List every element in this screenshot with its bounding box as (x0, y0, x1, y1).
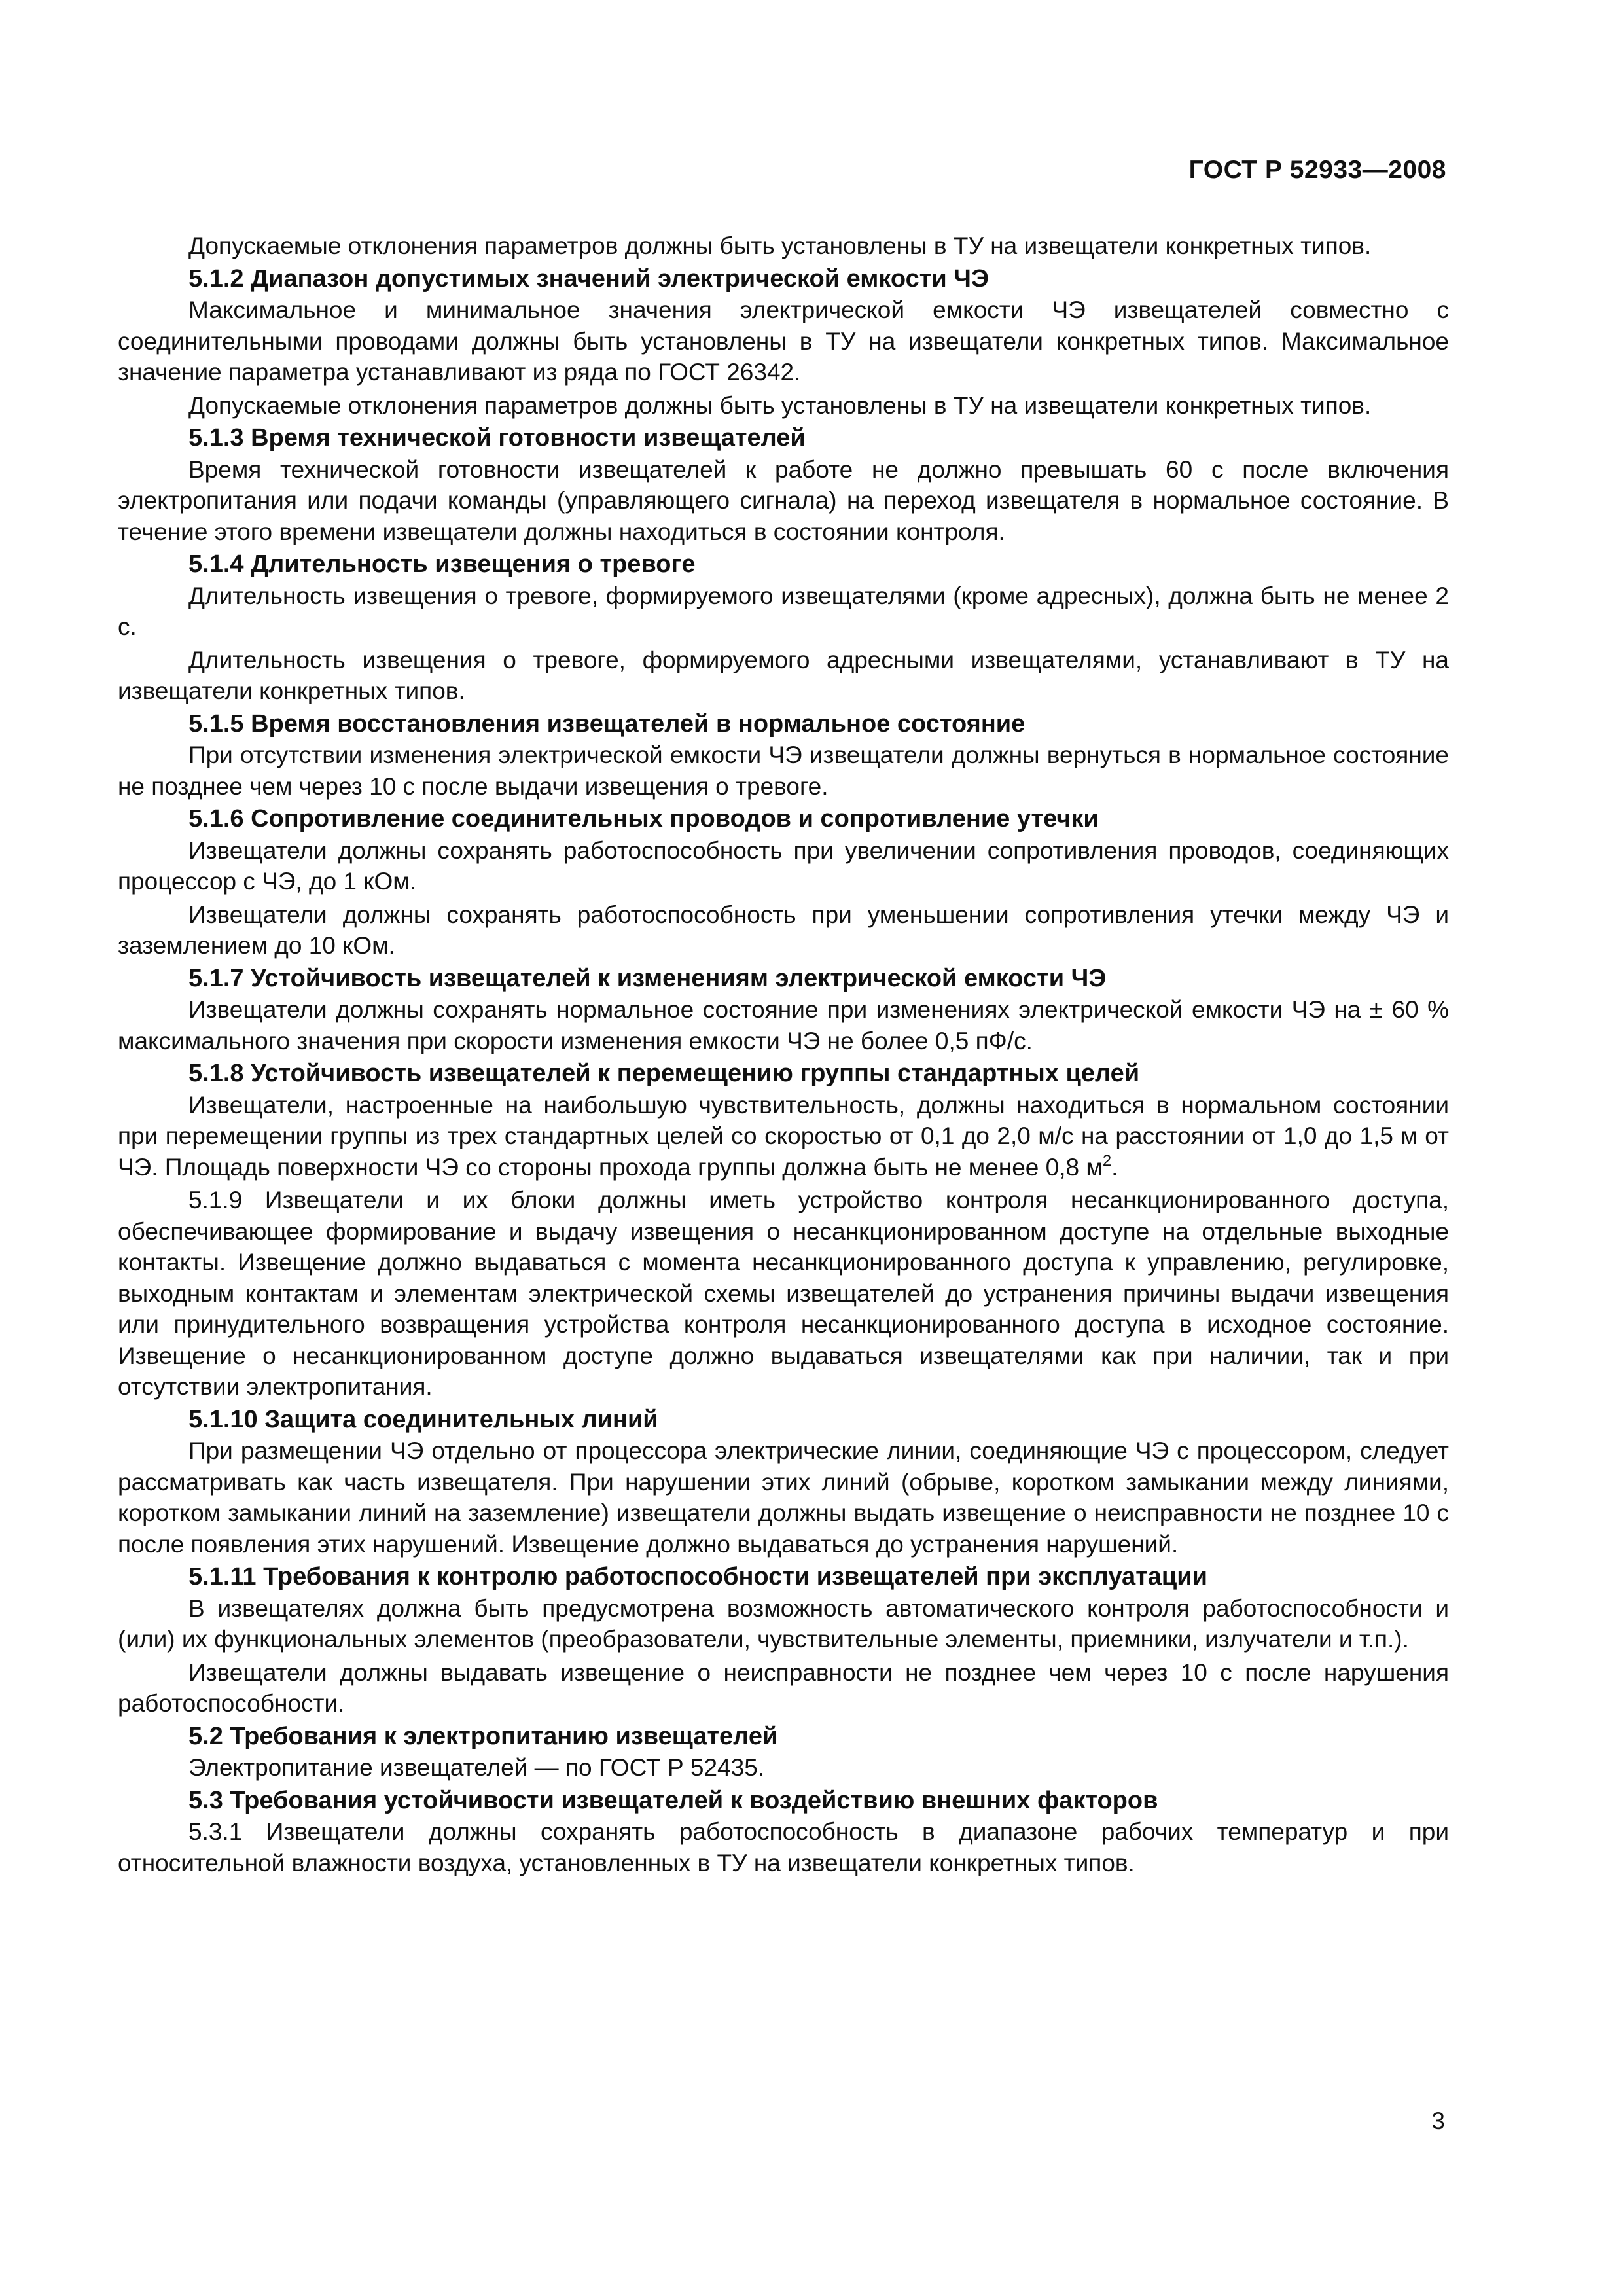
paragraph: Допускаемые отклонения параметров должны быть установлены в ТУ на извещатели конкретных типов. (188, 232, 1372, 259)
paragraph: Извещатели должны сохранять работоспособность при увеличении сопротивления проводов, соединяющих процессор с ЧЭ, до 1 кОм. (118, 836, 1449, 895)
paragraph: В извещателях должна быть предусмотрена возможность автоматического контроля работоспособности и (или) их функциональных элементов (преобразователи, чувствительные элементы, приемники, излучатели и т.п.). (118, 1594, 1449, 1653)
page-number: 3 (1431, 2108, 1445, 2134)
section-heading: 5.1.5 Время восстановления извещателей в нормальное состояние (188, 709, 1026, 738)
paragraph (118, 1090, 1449, 1183)
section-heading: 5.1.6 Сопротивление соединительных проводов и сопротивление утечки (188, 805, 1099, 833)
paragraph: Извещатели должны сохранять нормальное состояние при изменениях электрической емкости ЧЭ на ± 60 % максимального значения при скорости изменения емкости ЧЭ не более 0,5 пФ/с. (118, 996, 1449, 1054)
paragraph: Длительность извещения о тревоге, формируемого извещателями (кроме адресных), должна быть не менее 2 с. (118, 582, 1449, 640)
paragraph: Извещатели должны сохранять работоспособность при уменьшении сопротивления утечки между ЧЭ и заземлением до 10 кОм. (118, 901, 1449, 959)
paragraph-tail: . (1111, 1153, 1118, 1181)
paragraph: Максимальное и минимальное значения электрической емкости ЧЭ извещателей совместно с соединительными проводами должны быть установлены в ТУ на извещатели конкретных типов. Максимальное значение параметра устанавливают из ряда по ГОСТ 26342. (118, 296, 1449, 386)
paragraph: Время технической готовности извещателей к работе не должно превышать 60 с после включения электропитания или подачи команды (управляющего сигнала) на переход извещателя в нормальное состояние. В течение этого времени извещатели должны находиться в состоянии контроля. (118, 456, 1449, 545)
paragraph: Допускаемые отклонения параметров должны быть установлены в ТУ на извещатели конкретных типов. (188, 391, 1372, 419)
paragraph: При размещении ЧЭ отдельно от процессора электрические линии, соединяющие ЧЭ с процессором, следует рассматривать как часть извещателя. При нарушении этих линий (обрыве, коротком замыкании между линиями, коротком замыкании линий на заземление) извещатели должны выдать извещение о неисправности не позднее 10 с после появления этих нарушений. Извещение должно выдаваться до устранения нарушений. (118, 1437, 1449, 1558)
section-heading: 5.3 Требования устойчивости извещателей к воздействию внешних факторов (188, 1786, 1158, 1814)
paragraph: 5.3.1 Извещатели должны сохранять работоспособность в диапазоне рабочих температур и при относительной влажности воздуха, установленных в ТУ на извещатели конкретных типов. (118, 1818, 1449, 1876)
paragraph: Длительность извещения о тревоге, формируемого адресными извещателями, устанавливают в ТУ на извещатели конкретных типов. (118, 646, 1449, 704)
section-heading: 5.1.8 Устойчивость извещателей к перемещению группы стандартных целей (188, 1060, 1140, 1087)
paragraph: Электропитание извещателей — по ГОСТ Р 52435. (188, 1754, 765, 1781)
paragraph: 5.1.9 Извещатели и их блоки должны иметь устройство контроля несанкционированного доступа, обеспечивающее формирование и выдачу извещения о несанкционированном доступе на отдельные выходные контакты. Извещение должно выдаваться с момента несанкционированного доступа к управлению, регулировке, выходным контактам и элементам электрической схемы извещателей до устранения причины выдачи извещения или принудительного возвращения устройства контроля несанкционированного доступа в исходное состояние. Извещение о несанкционированном доступе должно выдаваться извещателями как при наличии, так и при отсутствии электропитания. (118, 1187, 1449, 1400)
section-heading: 5.1.2 Диапазон допустимых значений электрической емкости ЧЭ (188, 264, 989, 293)
section-heading: 5.1.3 Время технической готовности извещателей (188, 424, 806, 452)
section-heading: 5.1.11 Требования к контролю работоспособности извещателей при эксплуатации (188, 1563, 1208, 1590)
paragraph-text: Извещатели, настроенные на наибольшую чувствительность, должны находиться в нормальном состоянии при перемещении группы из трех стандартных целей со скоростью от 0,1 до 2,0 м/с на расстоянии от 1,0 до 1,5 м от ЧЭ. Площадь поверхности ЧЭ со стороны прохода группы должна быть не менее 0,8 м (118, 1091, 1449, 1181)
paragraph: Извещатели должны выдавать извещение о неисправности не позднее чем через 10 с после нарушения работоспособности. (118, 1659, 1449, 1717)
paragraph: При отсутствии изменения электрической емкости ЧЭ извещатели должны вернуться в нормальное состояние не позднее чем через 10 с после выдачи извещения о тревоге. (118, 742, 1449, 800)
section-heading: 5.1.10 Защита соединительных линий (188, 1405, 658, 1433)
superscript: 2 (1102, 1151, 1112, 1170)
section-heading: 5.1.7 Устойчивость извещателей к изменениям электрической емкости ЧЭ (188, 964, 1107, 992)
section-heading: 5.1.4 Длительность извещения о тревоге (188, 550, 696, 578)
section-heading: 5.2 Требования к электропитанию извещателей (188, 1722, 778, 1750)
document-body (118, 230, 1449, 1878)
document-header: ГОСТ Р 52933—2008 (1188, 156, 1446, 184)
